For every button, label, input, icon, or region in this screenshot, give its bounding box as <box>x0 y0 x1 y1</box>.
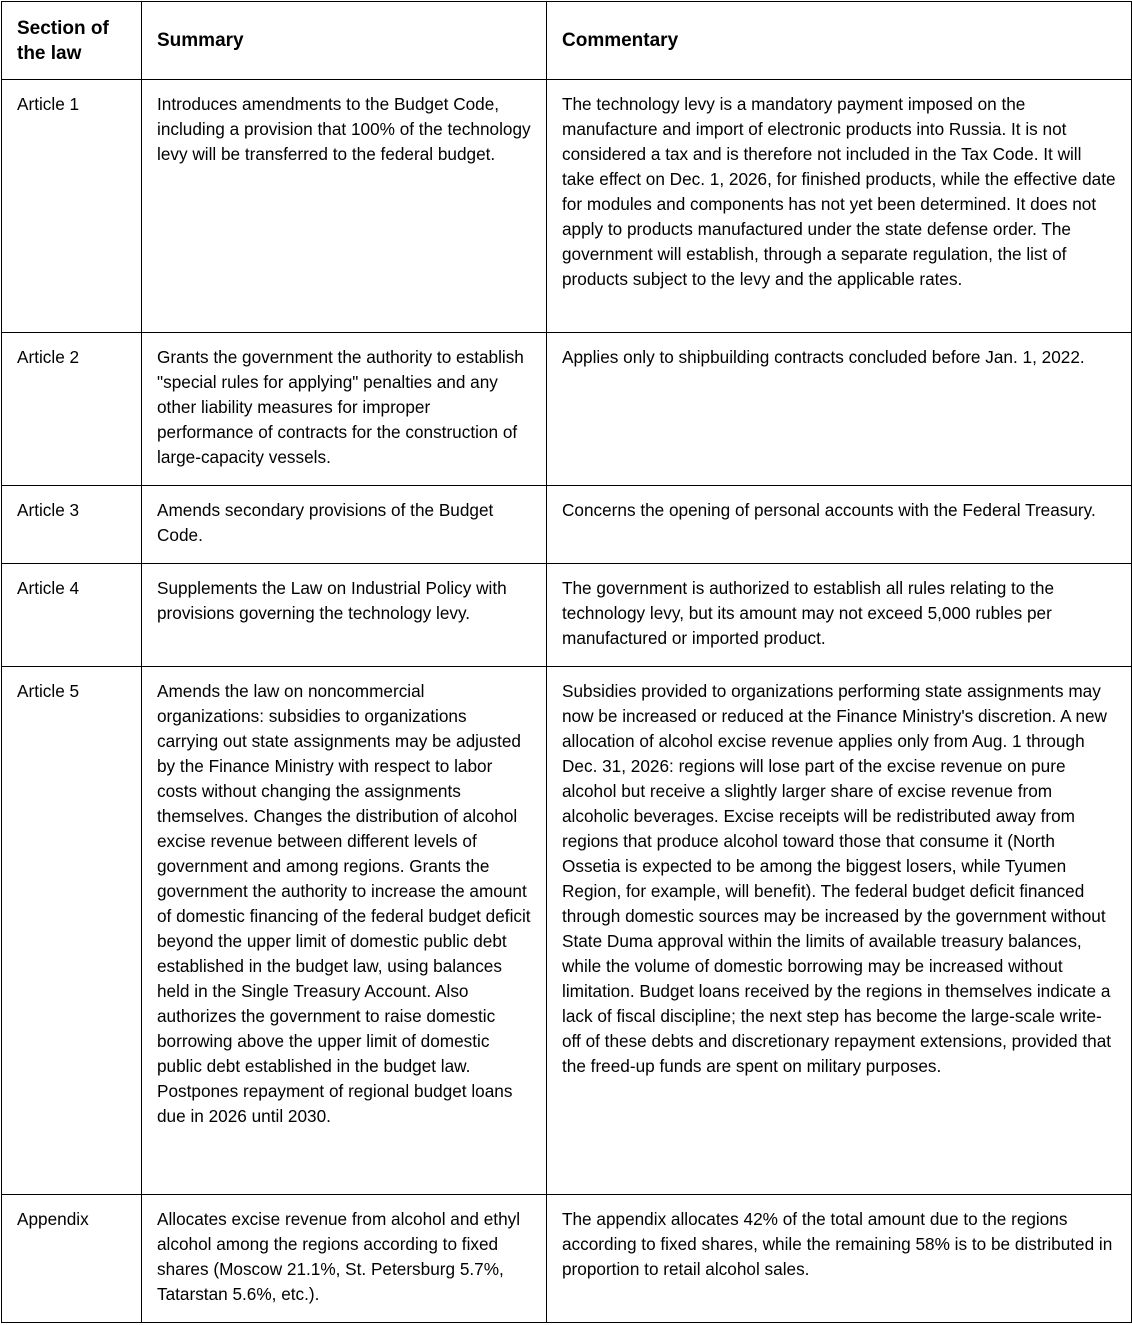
summary-cell: Grants the government the authority to establish "special rules for applying" penalties and any other liability measures for improper performance of contracts for the construction of large-capacity vessels. <box>142 333 547 486</box>
section-cell: Appendix <box>2 1195 142 1323</box>
table-row <box>2 486 1132 564</box>
commentary-cell: Subsidies provided to organizations performing state assignments may now be increased or reduced at the Finance Ministry's discretion. A new allocation of alcohol excise revenue applies only from Aug. 1 through Dec. 31, 2026: regions will lose part of the excise revenue on pure alcohol but receive a slightly larger share of excise revenue from alcoholic beverages. Excise receipts will be redistributed away from regions that produce alcohol toward those that consume it (North Ossetia is expected to be among the biggest losers, while Tyumen Region, for example, will benefit). The federal budget deficit financed through domestic sources may be increased by the government without State Duma approval within the limits of available treasury balances, while the volume of domestic borrowing may be increased without limitation. Budget loans received by the regions in themselves indicate a lack of fiscal discipline; the next step has become the large-scale write-off of these debts and discretionary repayment extensions, provided that the freed-up funds are spent on military purposes. <box>547 667 1132 1195</box>
header-summary: Summary <box>142 2 547 80</box>
table-row <box>2 1195 1132 1323</box>
summary-cell: Supplements the Law on Industrial Policy with provisions governing the technology levy. <box>142 564 547 667</box>
table-row <box>2 333 1132 486</box>
table-row <box>2 80 1132 333</box>
section-cell: Article 1 <box>2 80 142 333</box>
table-row <box>2 564 1132 667</box>
table-row <box>2 667 1132 1195</box>
commentary-cell: The technology levy is a mandatory payment imposed on the manufacture and import of electronic products into Russia. It is not considered a tax and is therefore not included in the Tax Code. It will take effect on Dec. 1, 2026, for finished products, while the effective date for modules and components has not yet been determined. It does not apply to products manufactured under the state defense order. The government will establish, through a separate regulation, the list of products subject to the levy and the applicable rates. <box>547 80 1132 333</box>
summary-cell: Introduces amendments to the Budget Code, including a provision that 100% of the technology levy will be transferred to the federal budget. <box>142 80 547 333</box>
summary-cell: Amends secondary provisions of the Budget Code. <box>142 486 547 564</box>
section-cell: Article 5 <box>2 667 142 1195</box>
header-commentary: Commentary <box>547 2 1132 80</box>
table-header-row <box>2 2 1132 80</box>
commentary-cell: Applies only to shipbuilding contracts concluded before Jan. 1, 2022. <box>547 333 1132 486</box>
law-sections-table <box>1 1 1132 1323</box>
section-cell: Article 3 <box>2 486 142 564</box>
summary-cell: Amends the law on noncommercial organizations: subsidies to organizations carrying out state assignments may be adjusted by the Finance Ministry with respect to labor costs without changing the assignments themselves. Changes the distribution of alcohol excise revenue between different levels of government and among regions. Grants the government the authority to increase the amount of domestic financing of the federal budget deficit beyond the upper limit of domestic public debt established in the budget law, using balances held in the Single Treasury Account. Also authorizes the government to raise domestic borrowing above the upper limit of domestic public debt established in the budget law. Postpones repayment of regional budget loans due in 2026 until 2030. <box>142 667 547 1195</box>
summary-cell: Allocates excise revenue from alcohol and ethyl alcohol among the regions according to fixed shares (Moscow 21.1%, St. Petersburg 5.7%, Tatarstan 5.6%, etc.). <box>142 1195 547 1323</box>
header-section: Section of the law <box>2 2 142 80</box>
commentary-cell: The appendix allocates 42% of the total amount due to the regions according to fixed shares, while the remaining 58% is to be distributed in proportion to retail alcohol sales. <box>547 1195 1132 1323</box>
section-cell: Article 2 <box>2 333 142 486</box>
section-cell: Article 4 <box>2 564 142 667</box>
commentary-cell: The government is authorized to establish all rules relating to the technology levy, but its amount may not exceed 5,000 rubles per manufactured or imported product. <box>547 564 1132 667</box>
commentary-cell: Concerns the opening of personal accounts with the Federal Treasury. <box>547 486 1132 564</box>
